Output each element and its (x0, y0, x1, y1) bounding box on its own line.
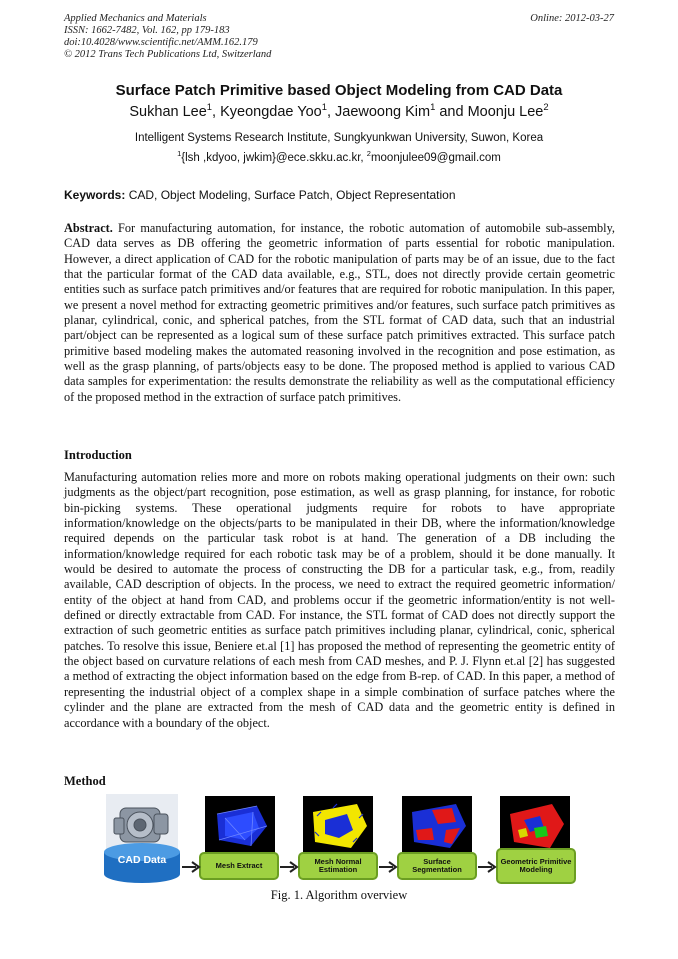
arrow-icon (478, 861, 498, 873)
stage-mesh-extract: Mesh Extract (199, 852, 279, 880)
stage-normal-estimation: Mesh Normal Estimation (298, 852, 378, 880)
introduction-heading: Introduction (64, 448, 132, 462)
email-sup: 2 (366, 149, 371, 159)
figure-algorithm-overview (0, 790, 678, 886)
arrow-icon (182, 861, 202, 873)
keywords (64, 188, 456, 202)
paper-title: Surface Patch Primitive based Object Modeling from CAD Data (115, 82, 563, 99)
journal-name: Applied Mechanics and Materials (64, 13, 207, 24)
author-list (0, 101, 678, 120)
arrow-icon (379, 861, 399, 873)
keywords-label: Keywords: (64, 188, 126, 202)
author-name: Moonju Lee (467, 104, 544, 120)
email-sup: 1 (177, 149, 182, 159)
author-sup: 1 (430, 101, 436, 113)
method-heading: Method (64, 774, 106, 788)
email-address: moonjulee09@gmail.com (370, 152, 501, 164)
affiliation: Intelligent Systems Research Institute, Sungkyunkwan University, Suwon, Korea (134, 132, 544, 144)
surface-segmentation-image (402, 796, 472, 856)
abstract-text: For manufacturing automation, for instance, the robotic automation of automobile sub-assembly, CAD data serves as DB offering the geometric information of parts essential for robotic manipulation. However, a direct application of CAD for the robotic manipulation of parts may be of an issue, due to the fact that the particular format of the CAD data available, e.g., STL, does not directly provide certain geometric entities such as surface patch primitives and/or features that are required for robotic manipulation. In this paper, we present a novel method for extracting geometric primitives and/or features, such surface patch primitives as planar, cylindrical, conic, and spherical patches, from the STL format of CAD data, such that an industrial part/object can be represented as a logical sum of these surface patch primitives extracted. This surface patch primitive based modeling makes the automated reasoning involved in the recognition and pose estimation, as well as the grasp planning, of parts/objects easy to be done. The proposed method is applied to various CAD data samples for experimentation: the results demonstrate the reliability as well as the computational efficiency of the proposed method in the extraction of surface patch primitives. (64, 221, 615, 404)
abstract (64, 221, 615, 405)
author-separator: , (326, 104, 335, 120)
author-sup: 1 (206, 101, 213, 113)
introduction-text: Manufacturing automation relies more and more on robots making operational judgments on their own: such judgments as the object/part recognition, pose estimation, as well as grasp planning, for instance, for robotic bin-picking systems. These operational judgments require for robots to have appropriate information/knowledge on the objects/parts to be manipulated in their DB, where the information/knowledge required depends on the particular task robot is at hand. The generation of a DB including the information/knowledge required for each robotic task may be of a problem, should it be done manually. It would be desired to automate the process of constructing the DB for a particular task, e.g., from, readily available, CAD description of objects. In the process, we need to extract the required geometric information/ entity of the object at hand from CAD, and problems occur if the geometric information/entity is not well-defined or directly extractable from CAD. For instance, the STL format of CAD does not directly support the extraction of such geometric entities as surface patch primitives including planar, cylindrical, conic, spherical patches. To resolve this issue, Beniere et.al [1] has proposed the method of representing the geometric entity of the object based on curvature relations of each mesh from CAD meshes, and P. J. Flynn et.al [2] has suggested a method of extracting the object information based on the edge from B-rep. of CAD. In this paper, a method of representing the industrial object of a complex shape in a simple combination of surface patches where the cylinder and the plane are extracted from the mesh of CAD data and the geometric entity is defined in accordance with a boundary of the object. (64, 470, 615, 730)
online-date: Online: 2012-03-27 (530, 13, 614, 24)
doi-line: doi:10.4028/www.scientific.net/AMM.162.179 (64, 37, 258, 48)
abstract-label: Abstract. (64, 221, 113, 235)
primitive-modeling-image (500, 796, 570, 856)
issn-line: ISSN: 1662-7482, Vol. 162, pp 179-183 (64, 25, 230, 36)
email-group: {lsh ,kdyoo, jwkim}@ece.skku.ac.kr, (181, 152, 367, 164)
author-name: Kyeongdae Yoo (220, 104, 322, 120)
mesh-extract-image (205, 796, 275, 856)
normal-estimation-image (303, 796, 373, 856)
author-separator: , (212, 104, 221, 120)
author-name: Jaewoong Kim (335, 104, 431, 120)
keywords-text: CAD, Object Modeling, Surface Patch, Object Representation (125, 188, 456, 202)
figure-caption: Fig. 1. Algorithm overview (270, 888, 408, 902)
author-sup: 2 (543, 101, 549, 113)
email-line (0, 149, 678, 164)
stage-cad-data-label: CAD Data (117, 854, 167, 866)
arrow-icon (280, 861, 300, 873)
copyright-line: © 2012 Trans Tech Publications Ltd, Switzerland (64, 49, 272, 60)
author-sup: 1 (321, 101, 327, 113)
author-and: and (435, 104, 468, 120)
stage-surface-segmentation: Surface Segmentation (397, 852, 477, 880)
author-name: Sukhan Lee (129, 104, 207, 120)
stage-primitive-modeling: Geometric Primitive Modeling (496, 848, 576, 884)
